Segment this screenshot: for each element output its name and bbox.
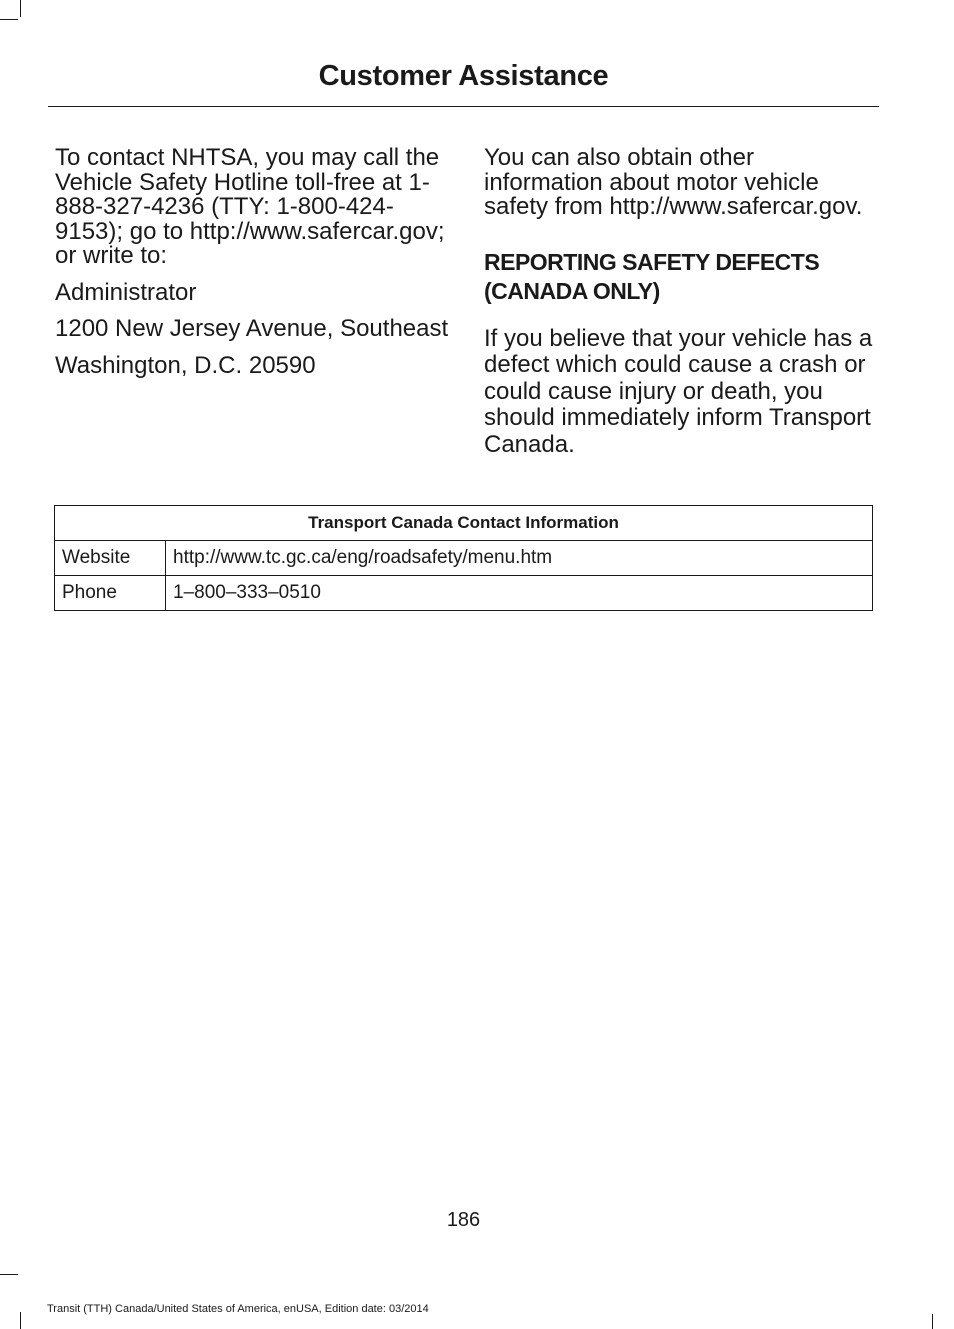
nhtsa-contact-paragraph: To contact NHTSA, you may call the Vehicle Safety Hotline toll-free at 1-888-327-4236 (TTY: 1-800-424-9153); go to http://www.safercar.gov; or write to: [55,144,445,269]
page-number: 186 [446,1209,481,1231]
address-line-city: Washington, D.C. 20590 [55,351,316,379]
phone-value: 1–800–333–0510 [166,576,873,611]
right-column [484,146,876,470]
table-row [55,541,873,576]
table-title: Transport Canada Contact Information [55,506,873,541]
table-header-row [55,506,873,541]
crop-mark-bottom-left [20,1312,21,1329]
website-label: Website [55,541,166,576]
transport-canada-table [54,505,873,611]
left-column [55,146,450,390]
phone-label: Phone [55,576,166,611]
safercar-paragraph: You can also obtain other information about motor vehicle safety from http://www.safercar.gov. [484,144,863,220]
reporting-defects-paragraph: If you believe that your vehicle has a defect which could cause a crash or could cause injury or death, you should immediately inform Transport Canada. [484,324,873,458]
table-row [55,576,873,611]
address-line-street: 1200 New Jersey Avenue, Southeast [55,315,449,342]
crop-mark-top-left [20,0,21,17]
address-line-administrator: Administrator [55,278,197,306]
website-value: http://www.tc.gc.ca/eng/roadsafety/menu.htm [166,541,873,576]
section-heading: REPORTING SAFETY DEFECTS (CANADA ONLY) [484,248,820,304]
crop-mark-top-left-h [0,19,18,20]
crop-mark-bottom-right [932,1314,933,1329]
page-title: Customer Assistance [318,60,609,92]
footer-edition: Transit (TTH) Canada/United States of America, enUSA, Edition date: 03/2014 [47,1303,429,1315]
crop-mark-bottom-left-h [0,1274,18,1275]
title-divider [48,106,879,107]
